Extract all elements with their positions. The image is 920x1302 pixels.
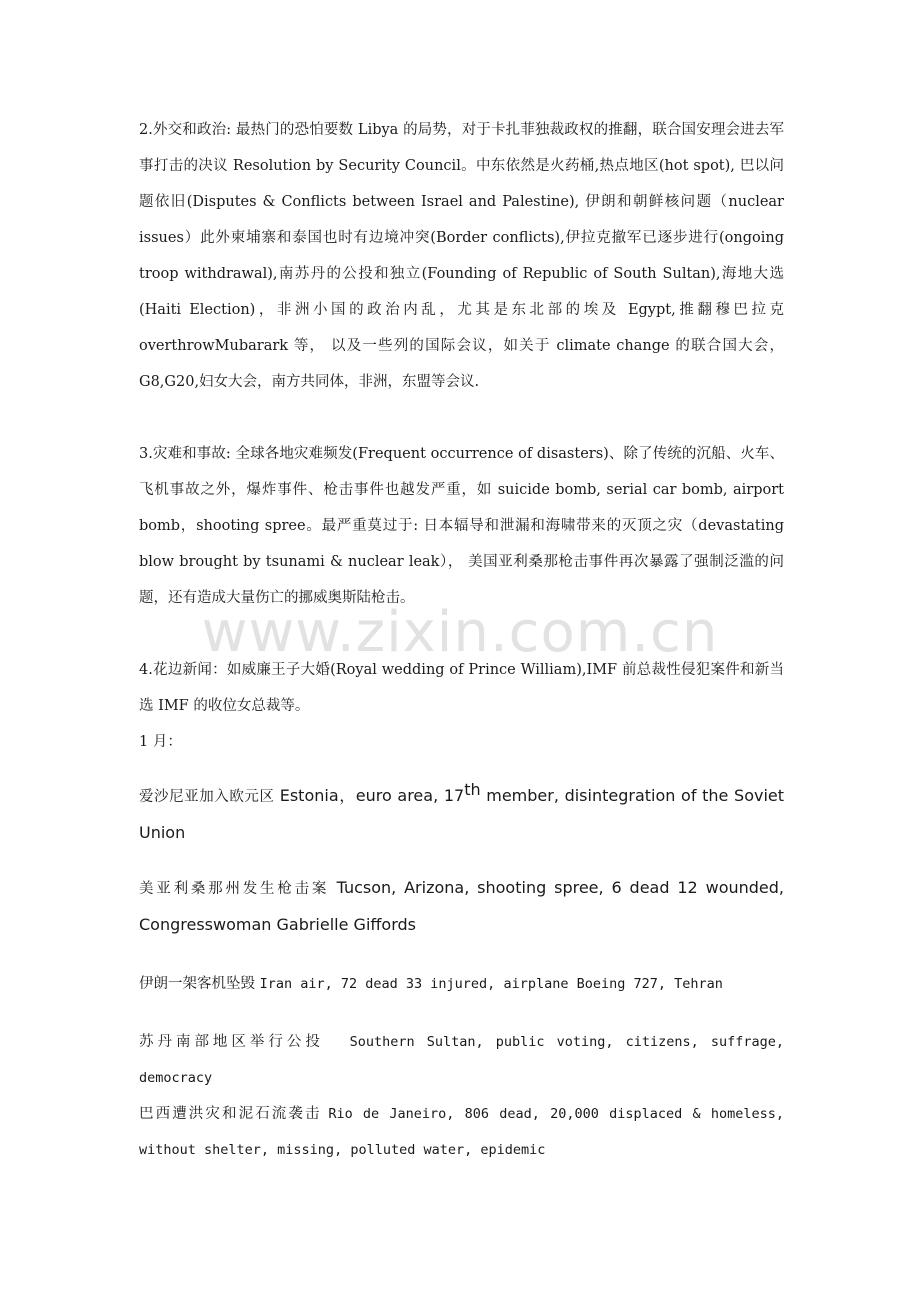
- watermark-text: www.zixin.com.cn: [201, 600, 719, 665]
- entry-arizona: [139, 870, 784, 944]
- entry-estonia-sup: th: [464, 780, 481, 800]
- entry-south-sudan-en: Southern Sultan, public voting, citizens, suffrage, democracy: [139, 1034, 785, 1086]
- entry-brazil-en: Rio de Janeiro, 806 dead, 20,000 displaced & homeless, without shelter, missing, polluted water, epidemic: [139, 1106, 785, 1158]
- entry-iran-air-cn: 伊朗一架客机坠毁: [139, 976, 255, 992]
- section-disasters-accidents: 3.灾难和事故: 全球各地灾难频发(Frequent occurrence of disasters)、除了传统的沉船、火车、飞机事故之外，爆炸事件、枪击事件也越发严重，如 suicide bomb, serial car bomb, airport bomb，shooting spree。最严重莫过于: 日本辐导和泄漏和海啸带来的灭顶之灾（devastating blow brought by tsunami & nuclear leak）， 美国亚利桑那枪击事件再次暴露了强制泛滥的问题，还有造成大量伤亡的挪威奥斯陆枪击。: [139, 446, 784, 606]
- entry-iran-air: [139, 966, 784, 1002]
- entry-estonia-en-a: Estonia，euro area, 17: [279, 786, 465, 805]
- entry-south-sudan-cn: 苏丹南部地区举行公投: [139, 1034, 324, 1050]
- entry-estonia-cn: 爱沙尼亚加入欧元区: [139, 789, 275, 805]
- entry-estonia: [139, 778, 784, 852]
- entry-arizona-en: Tucson, Arizona, shooting spree, 6 dead 12 wounded, Congresswoman Gabrielle Giffords: [139, 878, 785, 934]
- entry-iran-air-en: Iran air, 72 dead 33 injured, airplane Boeing 727, Tehran: [259, 976, 723, 992]
- entry-brazil-cn: 巴西遭洪灾和泥石流袭击: [139, 1106, 322, 1122]
- entry-arizona-cn: 美亚利桑那州发生枪击案: [139, 881, 330, 897]
- entry-estonia-en-b: member, disintegration of the Soviet Union: [139, 786, 785, 842]
- entry-brazil: [139, 1096, 784, 1168]
- month-heading: 1 月：: [139, 734, 182, 750]
- entry-south-sudan: [139, 1024, 784, 1096]
- section-gossip-news: 4.花边新闻：如威廉王子大婚(Royal wedding of Prince William),IMF 前总裁性侵犯案件和新当选 IMF 的收位女总裁等。: [139, 662, 784, 714]
- section-diplomacy-politics: 2.外交和政治: 最热门的恐怕要数 Libya 的局势，对于卡扎菲独裁政权的推翻，联合国安理会进去军事打击的决议 Resolution by Security Council。中东依然是火药桶,热点地区(hot spot), 巴以问题依旧(Disputes & Conflicts between Israel and Palestine), 伊朗和朝鲜核问题（nuclear issues）此外柬埔寨和泰国也时有边境冲突(Border conflicts),伊拉克撤军已逐步进行(ongoing troop withdrawal),南苏丹的公投和独立(Founding of Republic of South Sultan),海地大选(Haiti Election)，非洲小国的政治内乱，尤其是东北部的埃及 Egypt,推翻穆巴拉克 overthrowMubarark 等， 以及一些列的国际会议，如关于 climate change 的联合国大会，G8,G20,妇女大会，南方共同体，非洲，东盟等会议.: [139, 122, 784, 390]
- document-body: [139, 112, 784, 1168]
